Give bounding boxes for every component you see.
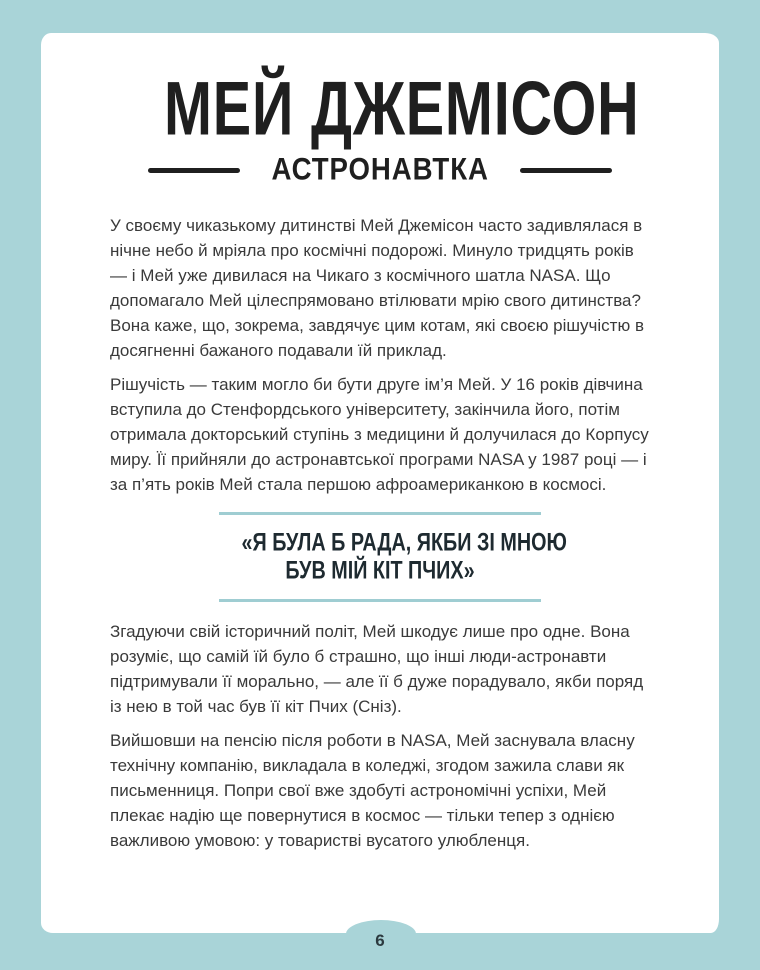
subtitle-dash-right (520, 168, 612, 173)
page-number: 6 (375, 931, 385, 950)
body-text (110, 213, 650, 853)
body-paragraph-4: Вийшовши на пенсію після роботи в NASA, Мей заснувала власну технічну компанію, викладала в коледжі, згодом зажила слави як письменниця. Попри свої вже здобуті астрономічні успіхи, Мей плекає надію ще повернутися в космос — тільки тепер з однією важливою умовою: у товаристві вусатого улюбленця. (110, 731, 635, 850)
pull-quote (219, 512, 567, 602)
body-paragraph-3: Згадуючи свій історичний політ, Мей шкодує лише про одне. Вона розуміє, що самій їй було б страшно, що інші люди-астронавти підтримували її морально, — але її б дуже порадувало, якби поряд із нею в той час був її кіт Пчих (Сніз). (110, 622, 644, 716)
pull-quote-line-1: «Я БУЛА Б РАДА, ЯКБИ ЗІ МНОЮ (241, 527, 567, 557)
body-paragraph-1: У своєму чиказькому дитинстві Мей Джемісон часто задивлялася в нічне небо й мріяла про космічні подорожі. Минуло тридцять років — і Мей уже дивилася на Чикаго з космічного шатла NASA. Що допомагало Мей цілеспрямовано втілювати мрію свого дитинства? Вона каже, що, зокрема, завдячує цим котам, які своєю рішучістю в досягненні бажаного подавали їй приклад. (110, 216, 644, 360)
page-title: МЕЙ ДЖЕМІСОН (164, 66, 640, 152)
body-paragraph-2: Рішучість — таким могло би бути друге ім’я Мей. У 16 років дівчина вступила до Стенфордського університету, закінчила його, потім отримала докторський ступінь з медицини й долучилася до Корпусу миру. Її прийняли до астронавтської програми NASA у 1987 році — і за п’ять років Мей стала першою афроамериканкою в космосі. (110, 375, 649, 494)
subtitle-dash-left (148, 168, 240, 173)
page-subtitle: АСТРОНАВТКА (271, 152, 489, 187)
pull-quote-line-2: БУВ МІЙ КІТ ПЧИХ» (285, 555, 475, 585)
subtitle-row (110, 153, 650, 187)
book-page (41, 33, 719, 933)
